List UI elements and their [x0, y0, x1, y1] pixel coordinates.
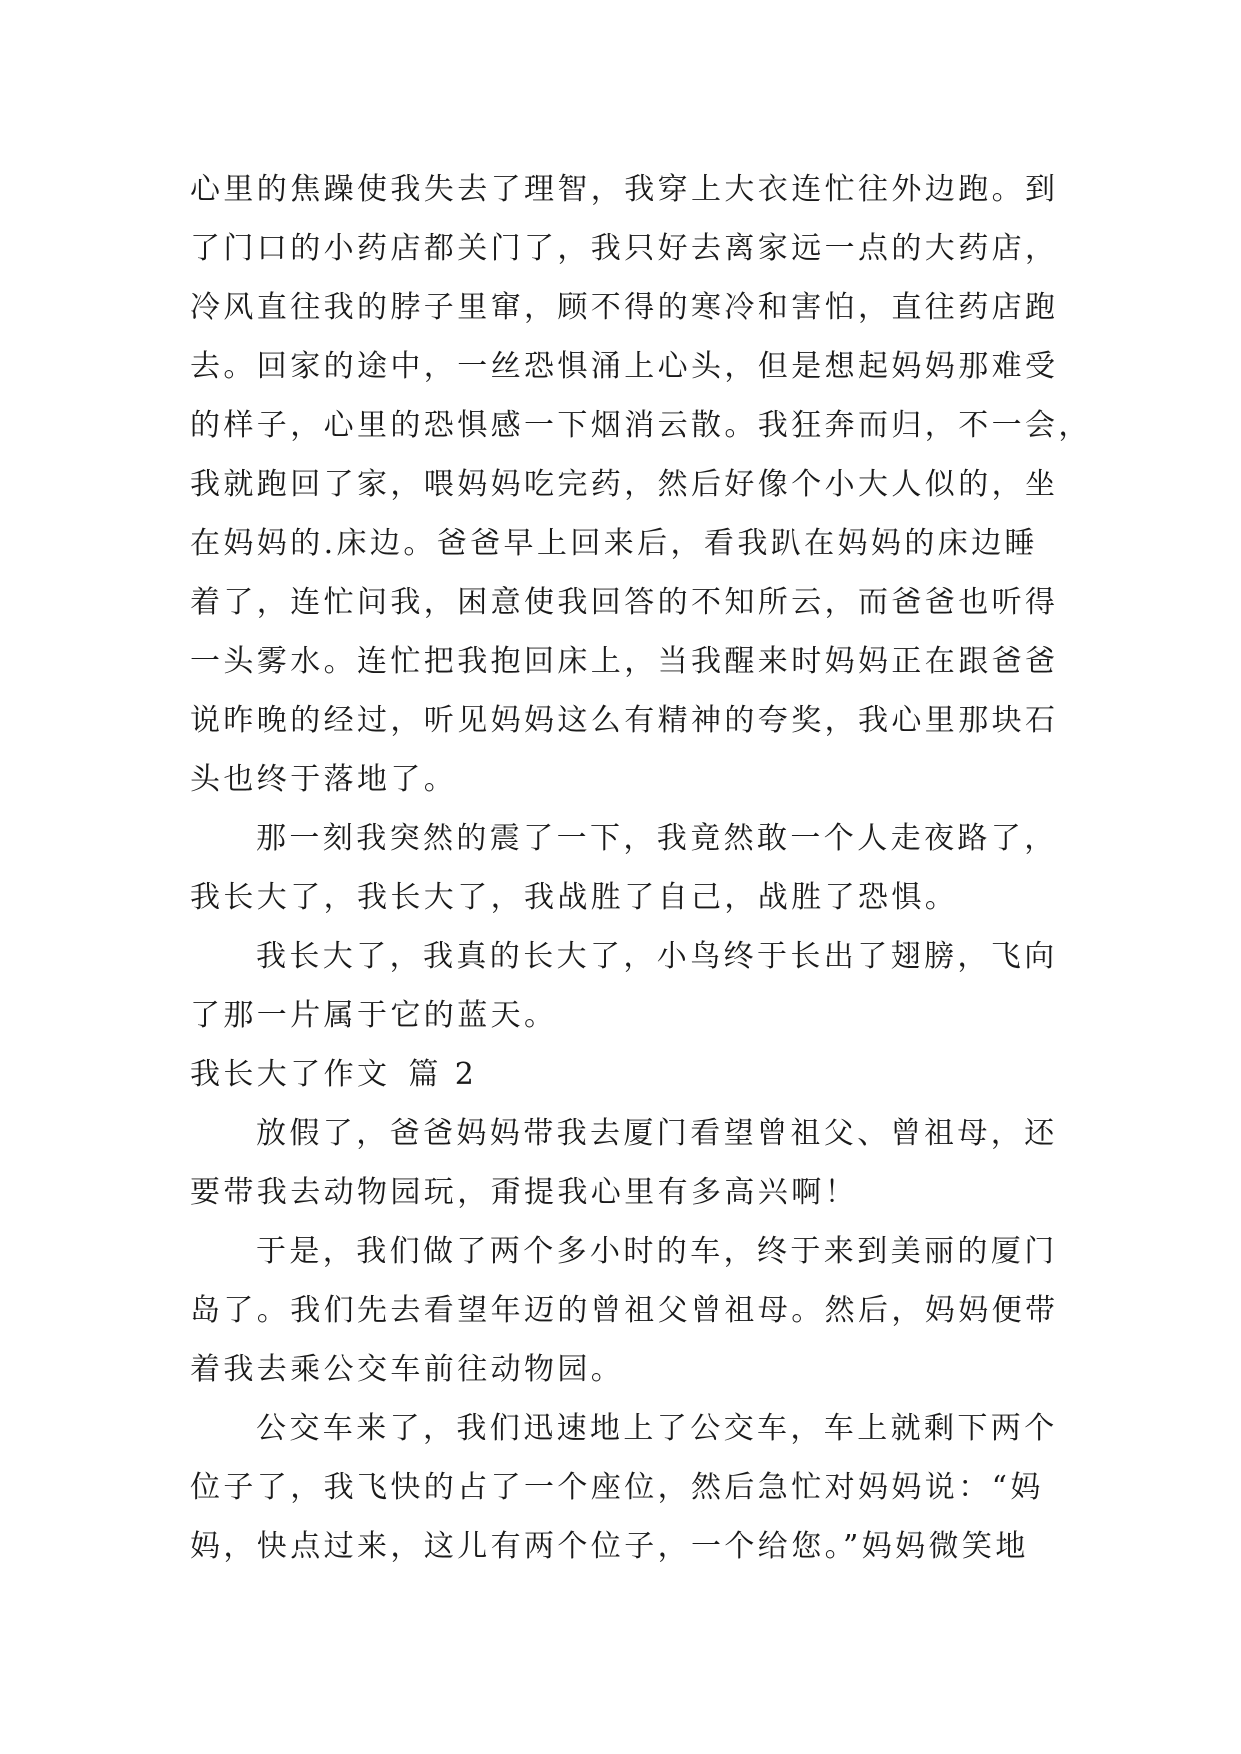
text-line: 我就跑回了家，喂妈妈吃完药，然后好像个小大人似的，坐: [190, 467, 1059, 502]
text-line: 了门口的小药店都关门了，我只好去离家远一点的大药店，: [190, 231, 1059, 266]
text-line: 着了，连忙问我，困意使我回答的不知所云，而爸爸也听得: [190, 585, 1059, 620]
paragraph: [190, 160, 1092, 809]
text-line: 心里的焦躁使我失去了理智，我穿上大衣连忙往外边跑。到: [190, 172, 1059, 207]
heading-part: 篇 2: [408, 1057, 478, 1092]
paragraph: [190, 1104, 1060, 1222]
text-line: 头也终于落地了。: [190, 762, 458, 797]
text-line: 的样子，心里的恐惧感一下烟消云散。我狂奔而归，不一会，: [190, 408, 1092, 443]
text-line: 着我去乘公交车前往动物园。: [190, 1352, 625, 1387]
text-line: 岛了。我们先去看望年迈的曾祖父曾祖母。然后，妈妈便带: [190, 1293, 1059, 1328]
paragraph: [190, 1222, 1060, 1399]
text-line: 了那一片属于它的蓝天。: [190, 998, 558, 1033]
text-line: 于是，我们做了两个多小时的车，终于来到美丽的厦门: [256, 1234, 1058, 1269]
text-line: 妈，快点过来，这儿有两个位子，一个给您。”妈妈微笑地: [190, 1529, 1029, 1564]
text-line: 冷风直往我的脖子里窜，顾不得的寒冷和害怕，直往药店跑: [190, 290, 1059, 325]
text-line: 去。回家的途中，一丝恐惧涌上心头，但是想起妈妈那难受: [190, 349, 1059, 384]
text-line: 说昨晚的经过，听见妈妈这么有精神的夸奖，我心里那块石: [190, 703, 1059, 738]
paragraph: [190, 927, 1060, 1045]
text-line: 一头雾水。连忙把我抱回床上，当我醒来时妈妈正在跟爸爸: [190, 644, 1059, 679]
paragraph: [190, 1399, 1060, 1576]
paragraph: [190, 809, 1060, 927]
text-line: 我长大了，我长大了，我战胜了自己，战胜了恐惧。: [190, 880, 959, 915]
text-line: 放假了，爸爸妈妈带我去厦门看望曾祖父、曾祖母，还: [256, 1116, 1058, 1151]
document-body: [190, 160, 1092, 1576]
text-line: 我长大了，我真的长大了，小鸟终于长出了翅膀，飞向: [256, 939, 1058, 974]
text-line: 位子了，我飞快的占了一个座位，然后急忙对妈妈说：“妈: [190, 1470, 1044, 1505]
text-line: 要带我去动物园玩，甭提我心里有多高兴啊！: [190, 1175, 858, 1210]
text-line: 在妈妈的.床边。爸爸早上回来后，看我趴在妈妈的床边睡: [190, 526, 1038, 561]
text-line: 公交车来了，我们迅速地上了公交车，车上就剩下两个: [256, 1411, 1058, 1446]
heading-title: 我长大了作文: [190, 1057, 391, 1092]
text-line: 那一刻我突然的震了一下，我竟然敢一个人走夜路了，: [256, 821, 1058, 856]
section-heading: [190, 1045, 1060, 1104]
